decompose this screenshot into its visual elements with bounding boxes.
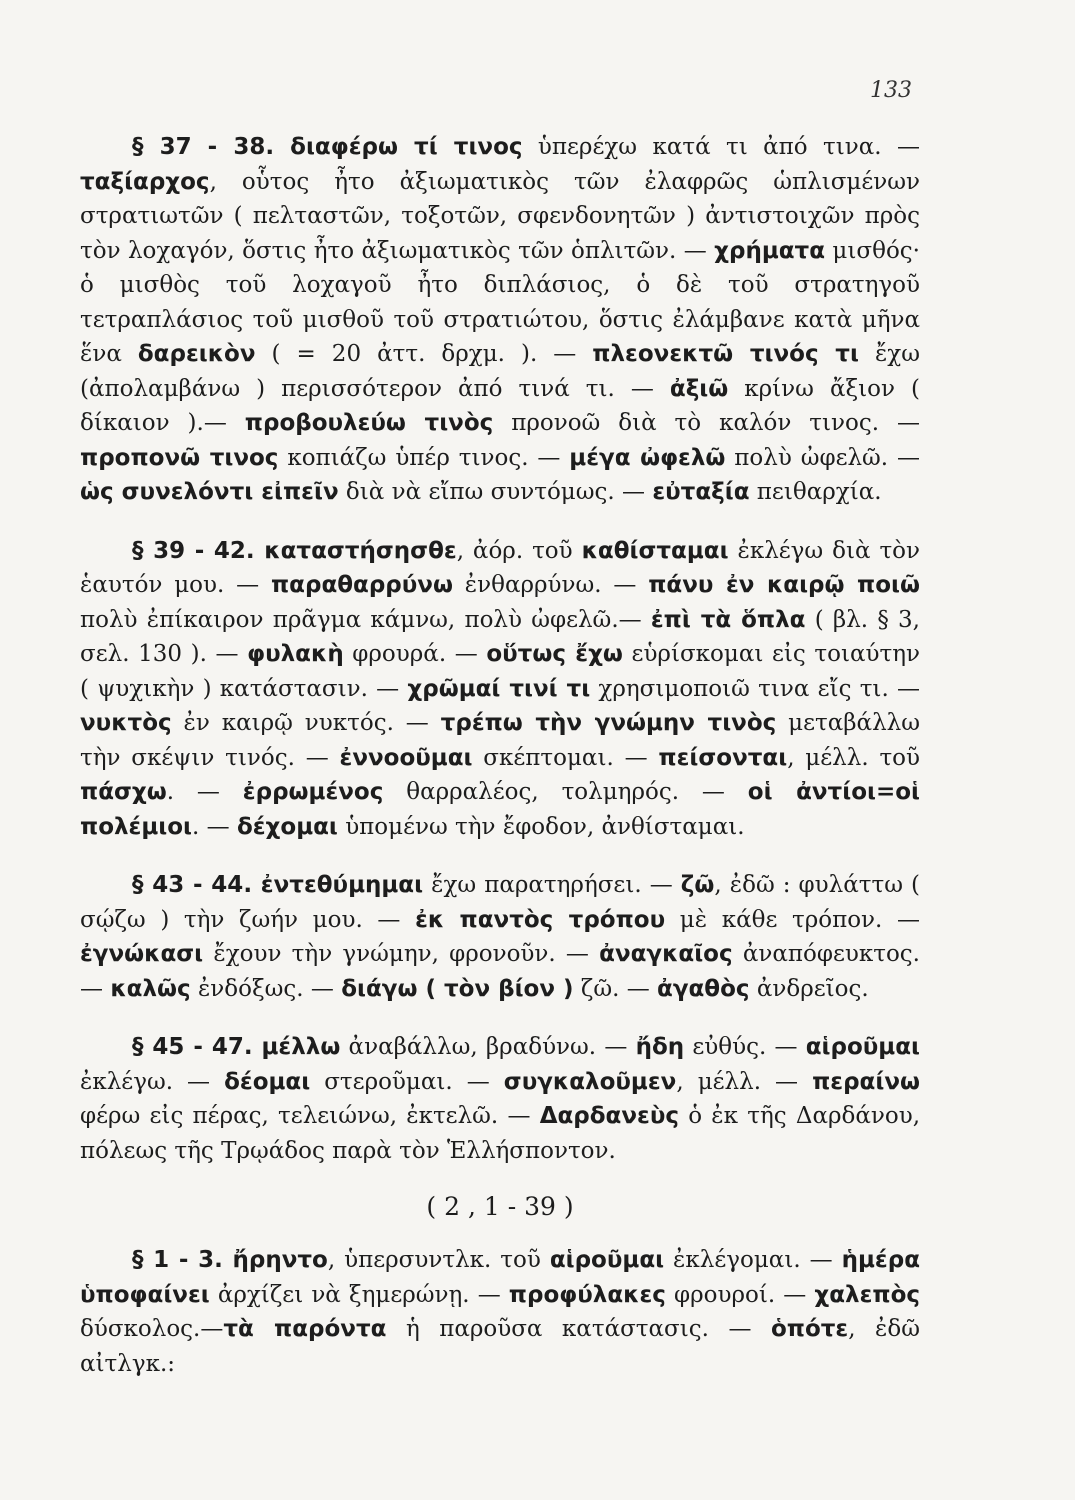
glossary-term: ἤδη bbox=[635, 1034, 685, 1060]
glossary-term: δαρεικὸν bbox=[137, 341, 256, 367]
glossary-term: πάνυ ἐν καιρῷ ποιῶ bbox=[648, 572, 920, 598]
glossary-term: ταξίαρχος bbox=[80, 168, 210, 195]
glossary-definition: ἐκλέγω διὰ τὸν ἑαυτόν μου. — bbox=[80, 537, 920, 598]
glossary-term: αἱροῦμαι bbox=[549, 1247, 665, 1273]
glossary-definition: ὁ ἐκ τῆς Δαρδάνου, πόλεως τῆς Τρῳάδος παρὰ τὸν Ἑλλήσποντον. bbox=[80, 1103, 921, 1164]
glossary-term: προπονῶ τινος bbox=[80, 444, 279, 471]
glossary-term: πλεονεκτῶ τινός τι bbox=[592, 341, 859, 367]
glossary-definition: , ἐδῶ αἰτλγκ.: bbox=[80, 1316, 920, 1377]
glossary-definition: ἡ παροῦσα κατάστασις. — bbox=[386, 1316, 771, 1342]
glossary-definition: κοπιάζω ὑπέρ τινος. — bbox=[278, 444, 570, 471]
paragraph-1-3 bbox=[80, 1243, 920, 1381]
glossary-term: οἱ ἀντίοι=οἱ πολέμιοι bbox=[80, 779, 920, 840]
glossary-definition: πολὺ ὠφελῶ. — bbox=[725, 444, 921, 471]
glossary-definition: ἐνδόξως. — bbox=[190, 975, 342, 1002]
glossary-definition: . — bbox=[192, 813, 237, 840]
glossary-term: διάγω ( τὸν βίον ) bbox=[341, 975, 574, 1002]
page-body bbox=[80, 130, 920, 1405]
glossary-definition: , μέλλ. — bbox=[676, 1068, 813, 1095]
glossary-definition: , ὑπερσυντλκ. τοῦ bbox=[327, 1247, 550, 1273]
glossary-term: καλῶς bbox=[110, 975, 191, 1002]
glossary-definition: εὐθύς. — bbox=[684, 1034, 806, 1060]
paragraph-39-42 bbox=[80, 534, 920, 845]
glossary-term: περαίνω bbox=[812, 1068, 920, 1095]
glossary-term: χρῶμαί τινί τι bbox=[407, 675, 591, 702]
glossary-definition: μισθός· ὁ μισθὸς τοῦ λοχαγοῦ ἦτο διπλάσιος, ὁ δὲ τοῦ στρατηγοῦ τετραπλάσιος τοῦ μισθοῦ τοῦ στρατιώτου, ὅστις ἐλάμβανε κατὰ μῆνα ἕνα bbox=[80, 237, 920, 367]
glossary-definition: ἔχουν τὴν γνώμην, φρονοῦν. — bbox=[203, 941, 600, 967]
glossary-term: ἀξιῶ bbox=[669, 375, 729, 402]
glossary-definition: ἀρχίζει νὰ ξημερώνῃ. — bbox=[209, 1281, 509, 1308]
glossary-term: καθίσταμαι bbox=[581, 537, 729, 564]
glossary-term: παραθαρρύνω bbox=[270, 572, 453, 598]
glossary-definition: πολὺ ἐπίκαιρον πρᾶγμα κάμνω, πολὺ ὠφελῶ.— bbox=[80, 606, 651, 633]
glossary-term: ἀναγκαῖος bbox=[599, 941, 733, 967]
page-number: 133 bbox=[870, 78, 912, 103]
glossary-definition: πειθαρχία. bbox=[749, 479, 882, 505]
glossary-term: ζῶ bbox=[680, 872, 715, 898]
glossary-definition: ἐκλέγομαι. — bbox=[664, 1247, 842, 1273]
glossary-definition: φρουρά. — bbox=[343, 641, 487, 667]
glossary-definition: ὑπομένω τὴν ἔφοδον, ἀνθίσταμαι. bbox=[337, 813, 745, 840]
paragraph-45-47 bbox=[80, 1030, 920, 1168]
glossary-definition: ὑπερέχω κατά τι ἀπό τινα. — bbox=[522, 134, 920, 160]
glossary-definition: χρησιμοποιῶ τινα εἴς τι. — bbox=[590, 675, 920, 702]
glossary-term: § 45 - 47. μέλλω bbox=[132, 1034, 341, 1060]
glossary-term: εὐταξία bbox=[652, 479, 750, 505]
glossary-term: § 43 - 44. ἐντεθύμημαι bbox=[132, 872, 424, 898]
glossary-definition: ἔχω παρατηρήσει. — bbox=[423, 872, 681, 898]
glossary-definition: ( βλ. § 3, σελ. 130 ). — bbox=[80, 606, 920, 667]
glossary-term: ἐρρωμένος bbox=[242, 779, 384, 805]
glossary-definition: , οὗτος ἦτο ἀξιωματικὸς τῶν ἐλαφρῶς ὡπλισμένων στρατιωτῶν ( πελταστῶν, τοξοτῶν, σφενδονητῶν ) ἀντιστοιχῶν πρὸς τὸν λοχαγόν, ὅστις ἦτο ἀξιωματικὸς τῶν ὁπλιτῶν. — bbox=[80, 168, 920, 264]
glossary-definition: μὲ κάθε τρόπον. — bbox=[665, 906, 920, 933]
glossary-term: πάσχω bbox=[80, 779, 167, 805]
glossary-term: ὡς συνελόντι εἰπεῖν bbox=[80, 479, 339, 505]
glossary-term: Δαρδανεὺς bbox=[539, 1103, 679, 1129]
glossary-term: τὰ παρόντα bbox=[223, 1316, 387, 1342]
glossary-term: § 37 - 38. διαφέρω τί τινος bbox=[132, 134, 523, 160]
glossary-term: ἀγαθὸς bbox=[657, 975, 750, 1002]
glossary-term: ἡμέρα ὑποφαίνει bbox=[80, 1247, 920, 1308]
glossary-definition: , ἀόρ. τοῦ bbox=[456, 537, 582, 564]
paragraph-43-44 bbox=[80, 868, 920, 1006]
glossary-term: § 1 - 3. ἤρηντο bbox=[132, 1247, 328, 1273]
glossary-definition: , ἐδῶ : φυλάττω ( σῴζω ) τὴν ζωήν μου. — bbox=[80, 872, 920, 933]
glossary-definition: . — bbox=[166, 779, 243, 805]
glossary-term: προβουλεύω τινὸς bbox=[244, 410, 494, 436]
glossary-definition: διὰ νὰ εἴπω συντόμως. — bbox=[338, 479, 653, 505]
glossary-term: δέομαι bbox=[224, 1068, 311, 1095]
paragraph-37-38 bbox=[80, 130, 920, 510]
glossary-definition: στεροῦμαι. — bbox=[310, 1068, 504, 1095]
glossary-term: χαλεπὸς bbox=[814, 1281, 920, 1308]
glossary-definition: ζῶ. — bbox=[573, 975, 658, 1002]
glossary-definition: μεταβάλλω τὴν σκέψιν τινός. — bbox=[80, 710, 920, 771]
glossary-term: § 39 - 42. καταστήσησθε bbox=[132, 537, 457, 564]
glossary-term: φυλακὴ bbox=[247, 641, 344, 667]
glossary-term: ἐπὶ τὰ ὅπλα bbox=[650, 606, 806, 633]
glossary-term: μέγα ὠφελῶ bbox=[569, 444, 726, 471]
glossary-term: δέχομαι bbox=[236, 813, 338, 840]
glossary-definition: προνοῶ διὰ τὸ καλόν τινος. — bbox=[493, 410, 921, 436]
section-heading: ( 2 , 1 - 39 ) bbox=[426, 1192, 574, 1221]
glossary-definition: εὑρίσκομαι εἰς τοιαύτην ( ψυχικὴν ) κατάστασιν. — bbox=[80, 641, 920, 702]
glossary-term: προφύλακες bbox=[508, 1281, 666, 1308]
glossary-term: χρήματα bbox=[714, 237, 826, 264]
glossary-definition: ἐν καιρῷ νυκτός. — bbox=[171, 710, 441, 736]
glossary-definition: κρίνω ἄξιον ( δίκαιον ).— bbox=[80, 375, 920, 436]
glossary-definition: ἀνδρεῖος. bbox=[749, 975, 869, 1002]
glossary-term: αἱροῦμαι bbox=[805, 1034, 920, 1060]
glossary-term: πείσονται bbox=[658, 744, 788, 771]
glossary-definition: φέρω εἰς πέρας, τελειώνω, ἐκτελῶ. — bbox=[80, 1103, 540, 1129]
glossary-term: νυκτὸς bbox=[80, 710, 172, 736]
glossary-term: ὁπότε bbox=[770, 1316, 849, 1342]
glossary-definition: σκέπτομαι. — bbox=[472, 744, 659, 771]
glossary-definition: , μέλλ. τοῦ bbox=[787, 744, 920, 771]
glossary-definition: ἔχω (ἀπολαμβάνω ) περισσότερον ἀπό τινά τι. — bbox=[80, 341, 920, 402]
glossary-definition: ἀναβάλλω, βραδύνω. — bbox=[340, 1034, 636, 1060]
glossary-definition: θαρραλέος, τολμηρός. — bbox=[383, 779, 748, 805]
glossary-definition: ( = 20 ἀττ. δρχμ. ). — bbox=[255, 341, 593, 367]
glossary-term: ἐγνώκασι bbox=[80, 941, 204, 967]
glossary-term: τρέπω τὴν γνώμην τινὸς bbox=[440, 710, 777, 736]
glossary-term: συγκαλοῦμεν bbox=[503, 1068, 677, 1095]
glossary-term: ἐκ παντὸς τρόπου bbox=[415, 906, 666, 933]
glossary-definition: ἐκλέγω. — bbox=[80, 1068, 225, 1095]
glossary-term: οὕτως ἔχω bbox=[486, 641, 623, 667]
glossary-definition: ἐνθαρρύνω. — bbox=[452, 572, 649, 598]
glossary-definition: φρουροί. — bbox=[665, 1281, 815, 1308]
glossary-term: ἐννοοῦμαι bbox=[339, 744, 473, 771]
glossary-definition: ἀναπόφευκτος. — bbox=[80, 941, 920, 1002]
glossary-definition: δύσκολος.— bbox=[80, 1316, 224, 1342]
